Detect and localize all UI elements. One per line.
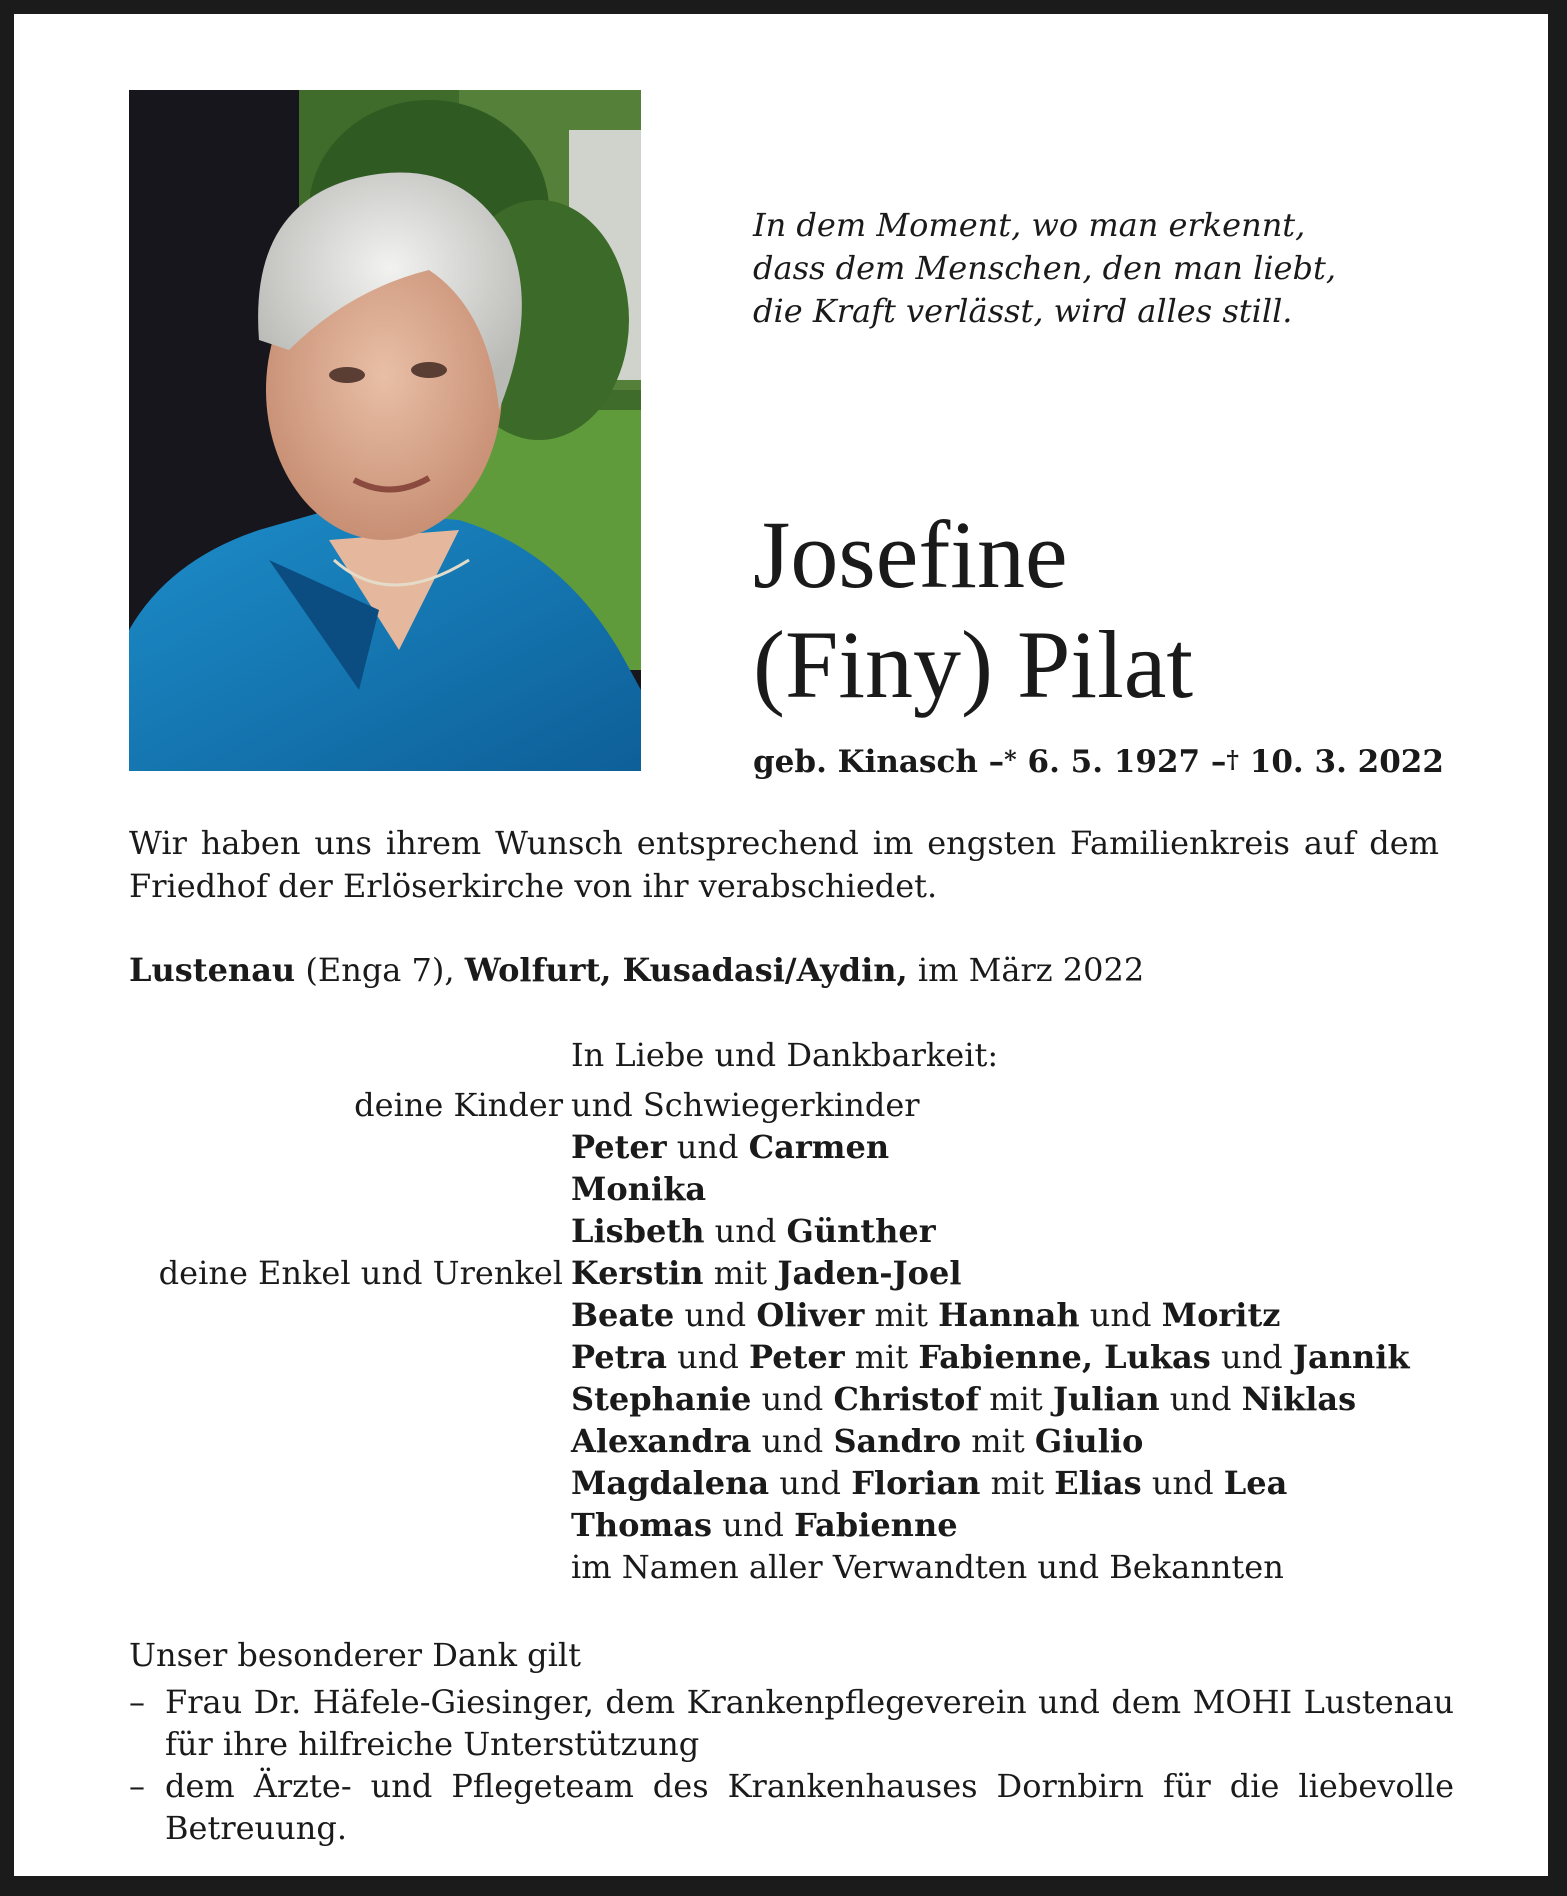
family-member: Giulio: [1034, 1422, 1144, 1460]
family-joiner: mit: [864, 1296, 939, 1334]
family-joiner: und: [1159, 1380, 1242, 1418]
family-member: Niklas: [1241, 1380, 1357, 1418]
family-entry: [14, 1336, 1548, 1378]
family-entry: [14, 1252, 1548, 1294]
family-member: Sandro: [833, 1422, 962, 1460]
family-member: Christof: [833, 1380, 980, 1418]
family-joiner: und: [674, 1296, 757, 1334]
death-symbol: †: [1226, 745, 1239, 774]
family-member: Florian: [851, 1464, 981, 1502]
family-member: Jaden-Joel: [777, 1254, 962, 1292]
family-member: Stephanie: [571, 1380, 752, 1418]
children-label: deine Kinder: [354, 1086, 563, 1124]
places-line: [129, 949, 1449, 992]
quote-line: In dem Moment, wo man erkennt,: [753, 206, 1306, 244]
family-member: Oliver: [756, 1296, 865, 1334]
family-joiner: mit: [980, 1464, 1055, 1502]
family-closing: im Namen aller Verwandten und Bekannten: [571, 1548, 1284, 1586]
death-date: 10. 3. 2022: [1249, 744, 1444, 780]
family-member: Fabienne: [794, 1506, 958, 1544]
family-member: Moritz: [1161, 1296, 1281, 1334]
birth-date: 6. 5. 1927: [1027, 744, 1201, 780]
portrait-photo: [129, 90, 641, 771]
family-member: Lisbeth: [571, 1212, 705, 1250]
children-intro: und Schwiegerkinder: [571, 1086, 920, 1124]
family-member: Peter: [571, 1128, 667, 1166]
family-joiner: und: [1210, 1338, 1293, 1376]
deceased-name: [753, 500, 1513, 720]
family-joiner: mit: [844, 1338, 919, 1376]
family-member: Julian: [1052, 1380, 1160, 1418]
quote: [753, 204, 1453, 333]
thanks-list: [129, 1681, 1454, 1849]
family-joiner: und: [712, 1506, 795, 1544]
thanks-heading: Unser besonderer Dank gilt: [129, 1636, 581, 1674]
family-joiner: und: [769, 1464, 852, 1502]
place-lustenau: Lustenau: [129, 951, 296, 989]
family-closing-row: [14, 1546, 1548, 1588]
quote-line: dass dem Menschen, den man liebt,: [753, 249, 1336, 287]
family-entry: [14, 1462, 1548, 1504]
dash-bullet: –: [129, 1767, 145, 1805]
family-member: Thomas: [571, 1506, 713, 1544]
family-member: Alexandra: [571, 1422, 752, 1460]
family-member: Lea: [1223, 1464, 1288, 1502]
family-joiner: und: [751, 1380, 834, 1418]
family-joiner: und: [1141, 1464, 1224, 1502]
family-entry: [14, 1420, 1548, 1462]
obituary-card: [14, 14, 1548, 1876]
family-joiner: mit: [979, 1380, 1053, 1418]
family-joiner: und: [704, 1212, 787, 1250]
family-intro: In Liebe und Dankbarkeit:: [571, 1036, 999, 1074]
family-member: Günther: [786, 1212, 936, 1250]
family-joiner: mit: [703, 1254, 778, 1292]
grandchildren-label: deine Enkel und Urenkel: [158, 1254, 563, 1292]
thanks-item-text: dem Ärzte- und Pflegeteam des Krankenhauses Dornbirn für die liebevolle Betreuung.: [165, 1767, 1454, 1847]
separator: –: [1210, 744, 1227, 780]
announcement-text: Wir haben uns ihrem Wunsch entsprechend im engsten Familienkreis auf dem Friedhof der Erlöserkirche von ihr verabschiedet.: [129, 824, 1439, 905]
thanks-item: [129, 1765, 1454, 1849]
family-member: Kerstin: [571, 1254, 704, 1292]
family-member: Peter: [748, 1338, 845, 1376]
family-joiner: und: [1079, 1296, 1162, 1334]
family-member: Monika: [571, 1170, 707, 1208]
thanks-item: [129, 1681, 1454, 1765]
family-list: [14, 1034, 1548, 1588]
family-entry: [14, 1210, 1548, 1252]
birth-symbol: *: [1004, 745, 1017, 774]
family-member: Petra: [571, 1338, 667, 1376]
name-line-1: Josefine: [753, 501, 1068, 608]
family-member: Hannah: [938, 1296, 1080, 1334]
dash-bullet: –: [129, 1683, 145, 1721]
family-entry: [14, 1504, 1548, 1546]
birth-name: geb. Kinasch: [753, 744, 978, 780]
life-dates: [753, 742, 1444, 782]
family-joiner: und: [751, 1422, 834, 1460]
family-entry: [14, 1378, 1548, 1420]
family-intro-row: [14, 1034, 1548, 1076]
family-joiner: und: [666, 1128, 749, 1166]
family-entry: [14, 1294, 1548, 1336]
place-others: Wolfurt, Kusadasi/Aydin,: [464, 951, 908, 989]
family-entry: [14, 1126, 1548, 1168]
name-line-2: (Finy) Pilat: [753, 611, 1194, 718]
family-member: Jannik: [1292, 1338, 1410, 1376]
thanks-item-text: Frau Dr. Häfele-Giesinger, dem Krankenpflegeverein und dem MOHI Lustenau für ihre hilfreiche Unterstützung: [165, 1683, 1454, 1763]
family-member: Beate: [571, 1296, 675, 1334]
place-date: im März 2022: [907, 951, 1145, 989]
children-row: [14, 1084, 1548, 1126]
family-member: Fabienne, Lukas: [918, 1338, 1211, 1376]
place-detail: (Enga 7),: [295, 951, 465, 989]
family-joiner: und: [666, 1338, 749, 1376]
quote-line: die Kraft verlässt, wird alles still.: [753, 292, 1293, 330]
family-member: Elias: [1054, 1464, 1142, 1502]
separator: –: [988, 744, 1005, 780]
family-entry: [14, 1168, 1548, 1210]
family-member: Magdalena: [571, 1464, 770, 1502]
family-joiner: mit: [961, 1422, 1035, 1460]
family-member: Carmen: [748, 1128, 890, 1166]
